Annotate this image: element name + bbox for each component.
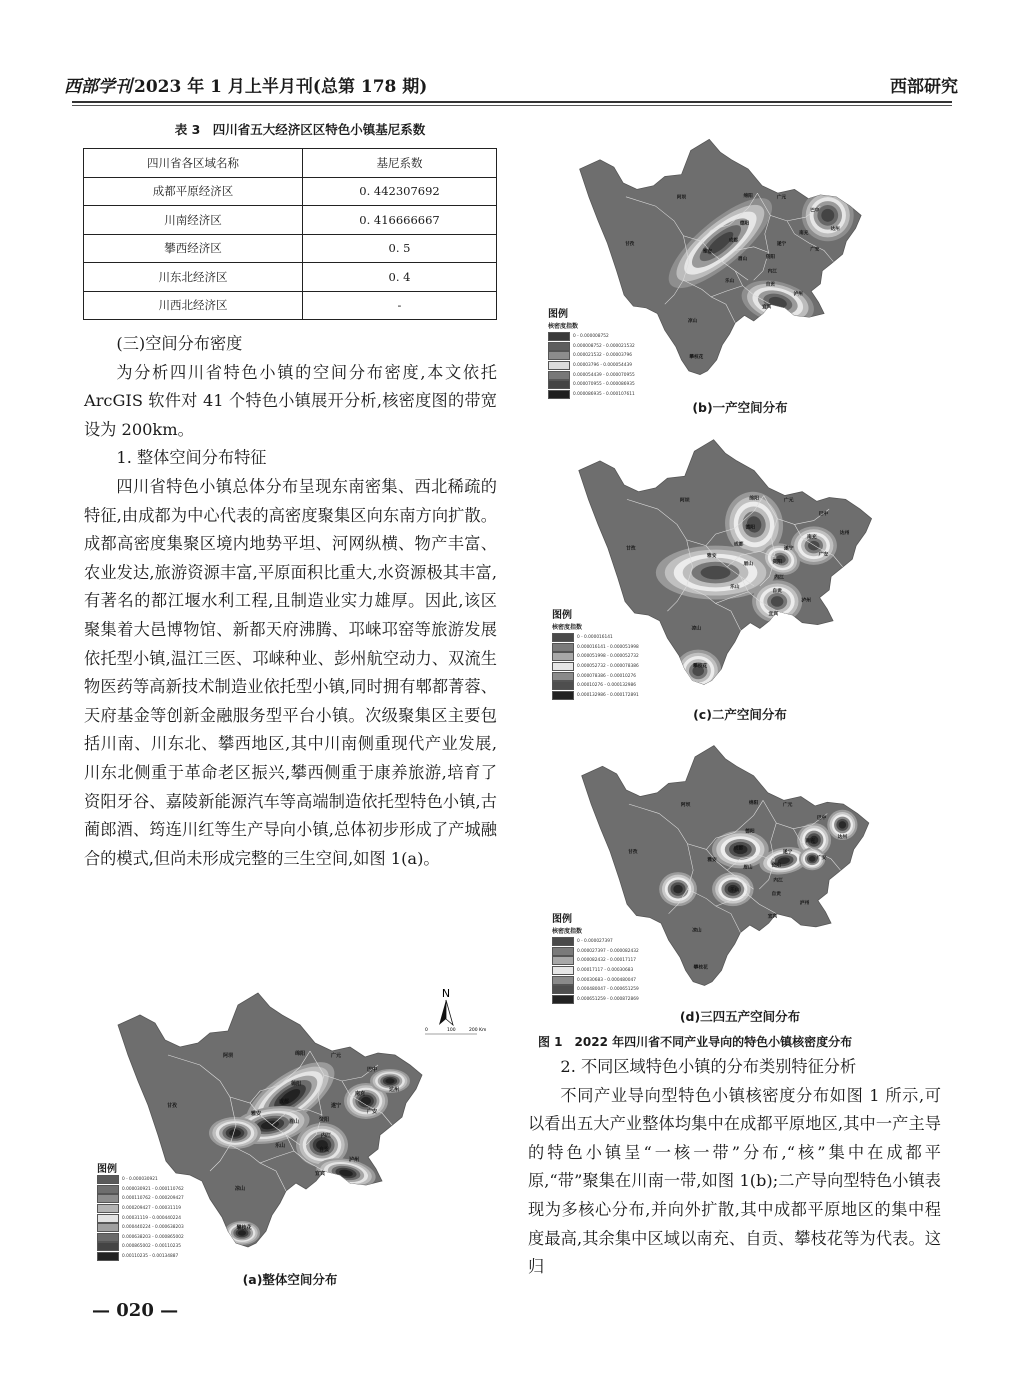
legend-label: 0.000132986 - 0.000172891 (577, 692, 639, 698)
legend-swatch (552, 995, 574, 1004)
legend-subtitle: 核密度指数 (552, 624, 583, 631)
city-label: 甘孜 (627, 850, 638, 856)
scale-label: 200 Km (469, 1028, 487, 1033)
city-label: 资阳 (318, 1117, 330, 1123)
city-label: 内江 (320, 1133, 332, 1139)
header-rule (72, 101, 952, 103)
city-label: 自贡 (318, 1147, 330, 1153)
legend-swatch (552, 672, 574, 681)
city-label: 雅安 (250, 1111, 262, 1117)
city-label: 阿坝 (679, 498, 690, 504)
legend-swatch (552, 643, 574, 652)
legend-swatch (552, 633, 574, 642)
city-label: 遂宁 (782, 850, 793, 856)
city-label: 内江 (767, 269, 777, 275)
legend-label: 0 - 0.000008752 (573, 334, 609, 340)
legend-swatch (548, 390, 570, 399)
legend-label: 0.000086935 - 0.000107611 (573, 391, 635, 397)
density-ring (385, 1078, 394, 1083)
legend-item (97, 1242, 184, 1252)
legend-label: 0 - 0.000030921 (122, 1177, 158, 1183)
legend-title: 图例 (97, 1164, 117, 1175)
legend-title: 图例 (552, 914, 572, 925)
figure-title: 图 1 2022 年四川省不同产业导向的特色小镇核密度分布 (538, 1035, 853, 1049)
map-legend (97, 1160, 184, 1261)
legend-label: 0.00110235 - 0.00134887 (122, 1254, 179, 1260)
city-label: 乐山 (274, 1143, 286, 1149)
density-ring (361, 1097, 371, 1105)
city-label: 攀枝花 (692, 663, 708, 669)
city-label: 雅安 (707, 857, 717, 863)
city-label: 绵阳 (294, 1051, 306, 1057)
paragraph: 不同产业导向型特色小镇核密度分布如图 1 所示,可以看出五大产业整体均集中在成都平原地区,其中一产主导的特色小镇呈“一核一带”分布,“核”集中在成都平原,“带”聚集在川南一带,如图 1(b);二产导向型特色小镇表现为多核心分布,并向外扩散,其中成都平原地区的集中程度最高,其余集中区域以南充、自贡、攀枝花等为代表。这归 (528, 1085, 941, 1277)
city-label: 南充 (799, 230, 809, 236)
page-number: — 020 — (92, 1300, 179, 1321)
legend-item (97, 1223, 184, 1233)
legend-label: 0.00031119 - 0.000440224 (122, 1215, 181, 1221)
city-label: 凉山 (234, 1186, 246, 1192)
legend-swatch (97, 1233, 119, 1242)
region-name: 川南经济区 (84, 206, 303, 235)
city-label: 攀枝花 (693, 965, 708, 971)
figure-caption-d: (d)三四五产空间分布 (679, 1009, 801, 1024)
table-header-row (84, 149, 497, 178)
city-label: 泸州 (799, 901, 810, 907)
density-ring (673, 885, 682, 894)
legend-item (548, 332, 635, 342)
legend-swatch (552, 985, 574, 994)
legend-label: 0.000021532 - 0.00003796 (573, 353, 632, 359)
city-label: 宜宾 (768, 611, 779, 617)
legend-swatch (552, 681, 574, 690)
legend-item (548, 370, 635, 380)
legend-item (552, 652, 639, 662)
legend-label: 0.00010276 - 0.000132986 (577, 683, 636, 689)
density-ring (771, 596, 784, 607)
scale-label: 100 (447, 1028, 456, 1033)
city-label: 内江 (774, 575, 784, 581)
legend-label: 0.000078386 - 0.00010276 (577, 673, 636, 679)
region-name: 川东北经济区 (84, 263, 303, 292)
city-label: 成都 (733, 542, 744, 548)
legend-swatch (97, 1194, 119, 1203)
legend-swatch (548, 361, 570, 370)
issue-info: 2023 年 1 月上半月刊(总第 178 期) (134, 77, 428, 97)
city-label: 宜宾 (762, 304, 772, 310)
legend-swatch (548, 351, 570, 360)
city-label: 遂宁 (330, 1103, 342, 1109)
north-label: N (441, 987, 451, 1000)
city-label: 遂宁 (776, 241, 787, 247)
legend-item (97, 1213, 184, 1223)
figure-caption-a: (a)整体空间分布 (242, 1272, 338, 1287)
journal-logo: 西部学刊 (64, 77, 132, 97)
scale-label: 0 (425, 1028, 428, 1033)
city-label: 雅安 (706, 554, 717, 560)
legend-item (97, 1175, 184, 1185)
legend-label: 0.000082432 - 0.00017117 (577, 958, 636, 964)
city-label: 南充 (807, 534, 817, 540)
legend-item (97, 1252, 184, 1262)
north-arrow-icon (446, 1000, 453, 1025)
city-label: 成都 (728, 238, 738, 244)
legend-subtitle: 核密度指数 (548, 323, 579, 330)
legend-swatch (97, 1242, 119, 1251)
table-row (84, 291, 497, 320)
table-row (84, 234, 497, 263)
density-ring (821, 209, 834, 222)
legend-label: 0.00030683 - 0.000480047 (577, 977, 636, 983)
section-heading: (三)空间分布密度 (116, 334, 243, 353)
legend-swatch (552, 937, 574, 946)
legend-item (548, 390, 635, 400)
city-label: 泸州 (793, 291, 803, 297)
legend-label: 0.00003796 - 0.000054439 (573, 363, 632, 369)
legend-swatch (97, 1185, 119, 1194)
table-row (84, 206, 497, 235)
city-label: 成都 (278, 1099, 290, 1105)
city-label: 广安 (818, 552, 829, 558)
legend-swatch (548, 380, 570, 389)
legend-label: 0.000051998 - 0.000052732 (577, 654, 639, 660)
city-label: 自贡 (765, 282, 775, 288)
legend-label: 0 - 0.000016141 (577, 635, 613, 641)
city-label: 资阳 (765, 254, 775, 260)
city-label: 巴中 (816, 816, 827, 822)
legend-label: 0.000209427 - 0.00031119 (122, 1206, 181, 1212)
city-label: 广元 (782, 803, 793, 808)
city-label: 凉山 (692, 928, 702, 934)
left-column-text (84, 330, 497, 873)
legend-item (552, 956, 639, 966)
city-label: 遂宁 (783, 546, 794, 552)
city-label: 巴中 (818, 511, 829, 517)
legend-item (552, 966, 639, 976)
city-label: 阿坝 (222, 1053, 234, 1059)
gini-value: 0. 416666667 (303, 206, 497, 235)
city-label: 德阳 (745, 829, 755, 835)
legend-label: 0.000030921 - 0.000110762 (122, 1186, 184, 1192)
legend-label: 0.000027397 - 0.000082432 (577, 948, 639, 954)
legend-item (97, 1204, 184, 1214)
table-header-cell: 四川省各区域名称 (84, 149, 303, 178)
city-label: 达州 (839, 531, 850, 537)
city-label: 巴中 (366, 1067, 378, 1073)
gini-table (83, 148, 497, 320)
legend-item (548, 380, 635, 390)
legend-swatch (552, 652, 574, 661)
city-label: 绵阳 (743, 193, 753, 199)
city-label: 阿坝 (680, 803, 691, 808)
legend-label: 0.000070955 - 0.000086935 (573, 382, 635, 388)
city-label: 泸州 (348, 1157, 360, 1163)
legend-swatch (552, 966, 574, 975)
paragraph: 四川省特色小镇总体分布呈现东南密集、西北稀疏的特征,由成都为中心代表的高密度聚集区向东南方向扩散。成都高密度集聚区境内地势平坦、河网纵横、物产丰富、农业发达,旅游资源丰富,平原面积比重大,水资源极其丰富,有著名的都江堰水利工程,且制造业实力雄厚。因此,该区聚集着大邑博物馆、新都天府沸腾、邛崃邛窑等旅游发展依托型小镇,温江三医、邛崃种业、彭州航空动力、双流生物医药等高新技术制造业依托型小镇,同时拥有郫都菁蓉、天府基金等创新金融服务型平台小镇。次级聚集区主要包括川南、川东北、攀西地区,其中川南侧重现代产业发展,川东北侧重于革命老区振兴,攀西侧重于康养旅游,培育了资阳牙谷、嘉陵新能源汽车等高端制造依托型特色小镇,古蔺郎酒、筠连川红等生产导向小镇,总体初步形成了产城融合的模式,但尚未形成完整的三生空间,如图 1(a)。 (84, 476, 497, 868)
legend-label: 0.000110762 - 0.000209427 (122, 1196, 184, 1202)
city-label: 凉山 (691, 626, 702, 632)
legend-swatch (97, 1214, 119, 1223)
legend-item (97, 1194, 184, 1204)
region-name: 成都平原经济区 (84, 177, 303, 206)
legend-swatch (97, 1223, 119, 1232)
gini-value: 0. 5 (303, 234, 497, 263)
density-ring (808, 541, 820, 551)
city-label: 阿坝 (676, 195, 687, 201)
legend-swatch (548, 371, 570, 380)
journal-header (64, 72, 427, 97)
city-label: 资阳 (772, 559, 782, 565)
legend-swatch (97, 1204, 119, 1213)
legend-item (552, 633, 639, 643)
city-label: 南充 (354, 1091, 366, 1097)
table-header-cell: 基尼系数 (303, 149, 497, 178)
legend-swatch (552, 662, 574, 671)
north-arrow-scale (425, 985, 510, 1045)
city-label: 乐山 (730, 585, 740, 590)
section-name: 西部研究 (890, 77, 958, 97)
legend-label: 0.000651259 - 0.000872869 (577, 996, 639, 1002)
figure-caption-c: (c)二产空间分布 (693, 707, 787, 722)
table-row (84, 177, 497, 206)
gini-value: - (303, 291, 497, 320)
city-label: 攀枝花 (689, 354, 704, 360)
city-label: 乐山 (725, 279, 735, 284)
city-label: 眉山 (737, 256, 748, 262)
right-column-text (528, 1053, 941, 1282)
city-label: 眉山 (743, 865, 753, 871)
legend-swatch (552, 976, 574, 985)
legend-item (97, 1185, 184, 1195)
legend-label: 0.000440224 - 0.000638203 (122, 1225, 184, 1231)
legend-swatch (552, 947, 574, 956)
legend-item (552, 671, 639, 681)
city-label: 达州 (837, 835, 848, 841)
legend-item (552, 662, 639, 672)
legend-label: 0 - 0.000027397 (577, 939, 613, 945)
city-label: 甘孜 (625, 241, 635, 247)
density-ring (809, 856, 816, 862)
city-label: 德阳 (745, 525, 756, 531)
gini-value: 0. 442307692 (303, 177, 497, 206)
city-label: 凉山 (687, 318, 698, 324)
legend-swatch (97, 1252, 119, 1261)
city-label: 甘孜 (626, 546, 636, 552)
legend-item (552, 975, 639, 985)
legend-label: 0.000016141 - 0.000051998 (577, 644, 639, 650)
legend-item (548, 351, 635, 361)
city-label: 自贡 (771, 891, 782, 897)
city-label: 宜宾 (314, 1171, 326, 1177)
legend-item (548, 361, 635, 371)
city-label: 乐山 (729, 888, 740, 893)
legend-item (552, 937, 639, 947)
city-label: 南充 (805, 838, 816, 844)
map-legend (548, 305, 635, 399)
region-name: 川西北经济区 (84, 291, 303, 320)
legend-label: 0.00017117 - 0.00030683 (577, 968, 634, 974)
map-legend (552, 606, 639, 700)
city-label: 资阳 (771, 863, 782, 869)
city-label: 广元 (330, 1053, 342, 1059)
city-label: 广安 (816, 855, 827, 861)
city-label: 雅安 (702, 249, 713, 255)
legend-label: 0.000052732 - 0.000078386 (577, 664, 639, 670)
city-label: 眉山 (743, 561, 754, 567)
legend-title: 图例 (552, 610, 572, 621)
legend-swatch (548, 342, 570, 351)
legend-item (552, 681, 639, 691)
density-ring (229, 1129, 241, 1136)
city-label: 广元 (776, 195, 787, 201)
city-label: 巴中 (810, 208, 820, 214)
legend-label: 0.000480047 - 0.000651259 (577, 987, 639, 993)
figure-caption-b: (b)一产空间分布 (692, 400, 788, 415)
legend-label: 0.000638203 - 0.000865002 (122, 1234, 184, 1240)
city-label: 甘孜 (166, 1103, 178, 1109)
legend-swatch (548, 332, 570, 341)
city-label: 广元 (783, 498, 794, 504)
legend-label: 0.000008752 - 0.000021532 (573, 343, 635, 349)
legend-item (552, 643, 639, 653)
legend-item (552, 995, 639, 1005)
city-label: 德阳 (290, 1081, 302, 1087)
city-label: 达州 (388, 1087, 400, 1093)
legend-swatch (97, 1175, 119, 1184)
legend-item (97, 1233, 184, 1243)
density-ring (701, 566, 731, 579)
city-label: 达州 (830, 227, 840, 233)
city-label: 内江 (773, 878, 783, 884)
legend-item (548, 342, 635, 352)
city-label: 广安 (366, 1109, 378, 1115)
subsection-heading: 2. 不同区域特色小镇的分布类别特征分析 (560, 1057, 857, 1076)
legend-item (552, 691, 639, 701)
legend-swatch (552, 956, 574, 965)
legend-subtitle: 核密度指数 (552, 928, 583, 935)
paragraph: 为分析四川省特色小镇的空间分布密度,本文依托 ArcGIS 软件对 41 个特色小镇展开分析,核密度图的带宽设为 200km。 (84, 362, 497, 439)
city-label: 泸州 (801, 598, 811, 604)
subsection-heading: 1. 整体空间分布特征 (116, 448, 267, 468)
city-label: 德阳 (739, 221, 750, 227)
table-row (84, 263, 497, 292)
legend-item (552, 985, 639, 995)
north-arrow-icon (439, 1000, 446, 1025)
legend-item (552, 947, 639, 957)
city-label: 成都 (733, 846, 744, 852)
legend-title: 图例 (548, 309, 568, 320)
map-legend (552, 910, 639, 1004)
gini-value: 0. 4 (303, 263, 497, 292)
legend-swatch (552, 691, 574, 700)
city-label: 绵阳 (748, 801, 759, 807)
city-label: 眉山 (288, 1119, 300, 1125)
header-rule-thin (72, 105, 952, 106)
legend-label: 0.000054439 - 0.000070955 (573, 372, 635, 378)
city-label: 攀枝花 (236, 1225, 252, 1231)
city-label: 绵阳 (749, 496, 759, 502)
city-label: 广安 (810, 247, 820, 253)
density-ring (238, 1230, 246, 1235)
city-label: 宜宾 (767, 914, 778, 920)
table-title: 表 3 四川省五大经济区区特色小镇基尼系数 (174, 122, 426, 137)
region-name: 攀西经济区 (84, 234, 303, 263)
city-label: 自贡 (772, 588, 782, 594)
legend-label: 0.000865002 - 0.00110235 (122, 1244, 181, 1250)
density-ring (839, 821, 847, 829)
